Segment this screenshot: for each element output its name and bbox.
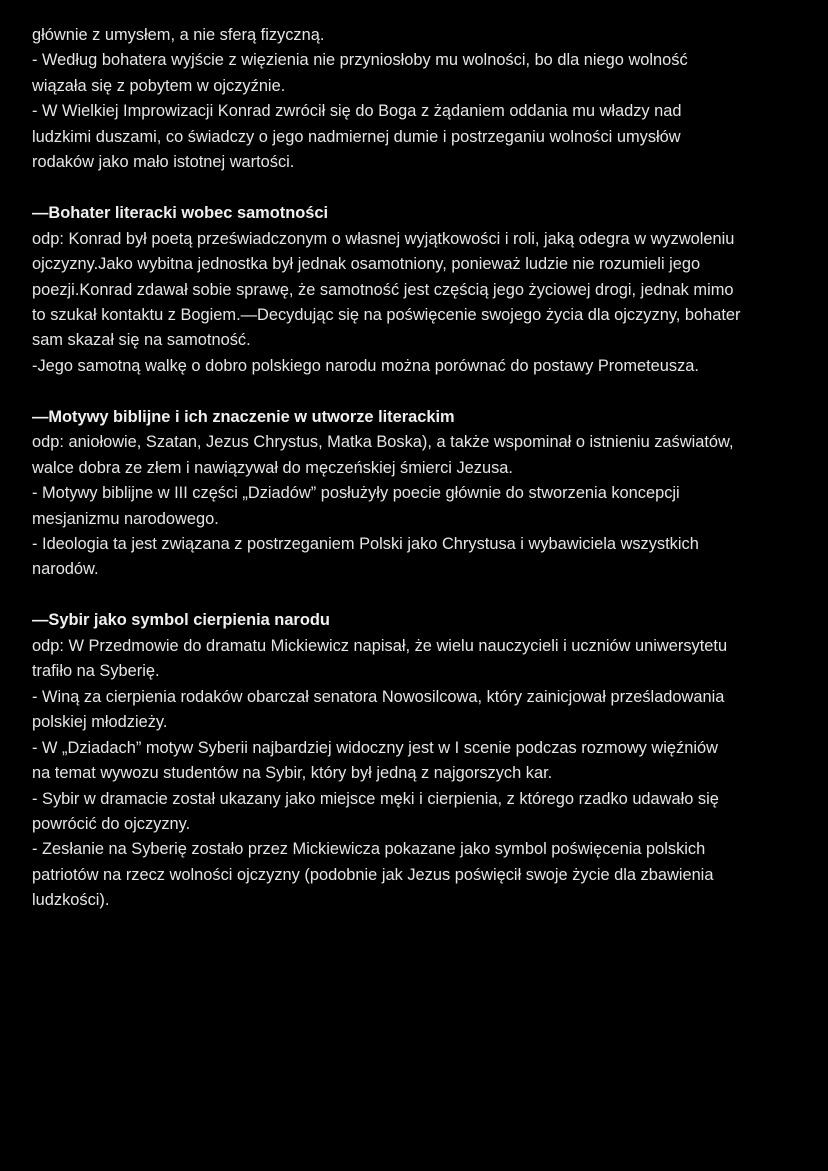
- text-line: - Sybir w dramacie został ukazany jako miejsce męki i cierpienia, z którego rzadko udawało się: [32, 789, 719, 808]
- text-line: - Motywy biblijne w III części „Dziadów” posłużyły poecie głównie do stworzenia koncepcji: [32, 484, 680, 503]
- text-line: ojczyzny.Jako wybitna jednostka był jednak osamotniony, ponieważ ludzie nie rozumieli jego: [32, 255, 701, 274]
- text-line: - Według bohatera wyjście z więzienia nie przyniosłoby mu wolności, bo dla niego wolność: [32, 51, 688, 70]
- text-line: ludzkimi duszami, co świadczy o jego nadmiernej dumie i postrzeganiu wolności umysłów: [32, 127, 681, 146]
- text-line: - Ideologia ta jest związana z postrzeganiem Polski jako Chrystusa i wybawiciela wszystkich: [32, 535, 699, 554]
- text-line: patriotów na rzecz wolności ojczyzny (podobnie jak Jezus poświęcił swoje życie dla zbawienia: [32, 865, 714, 884]
- text-line: - W „Dziadach” motyw Syberii najbardziej widoczny jest w I scenie podczas rozmowy więźniów: [32, 738, 718, 757]
- intro-block: [32, 23, 822, 176]
- section-heading: —Motywy biblijne i ich znaczenie w utworze literackim: [32, 407, 455, 426]
- text-line: głównie z umysłem, a nie sferą fizyczną.: [32, 26, 325, 44]
- section-siberia: [32, 608, 822, 913]
- section-heading: —Sybir jako symbol cierpienia narodu: [32, 611, 330, 630]
- section-loneliness: [32, 201, 822, 379]
- text-line: rodaków jako mało istotnej wartości.: [32, 153, 295, 172]
- text-line: walce dobra ze złem i nawiązywał do męczeńskiej śmierci Jezusa.: [32, 458, 513, 477]
- text-line: - Zesłanie na Syberię zostało przez Mickiewicza pokazane jako symbol poświęcenia polskich: [32, 840, 706, 859]
- document-body: [32, 23, 822, 914]
- text-line: sam skazał się na samotność.: [32, 331, 251, 350]
- spacer: [32, 379, 822, 404]
- text-line: -Jego samotną walkę o dobro polskiego narodu można porównać do postawy Prometeusza.: [32, 356, 699, 375]
- spacer: [32, 583, 822, 608]
- text-line: odp: Konrad był poetą przeświadczonym o własnej wyjątkowości i roli, jaką odegra w wyzwoleniu: [32, 229, 735, 248]
- text-line: mesjanizmu narodowego.: [32, 509, 219, 528]
- text-line: ludzkości).: [32, 891, 110, 910]
- text-line: odp: W Przedmowie do dramatu Mickiewicz napisał, że wielu nauczycieli i uczniów uniwersytetu: [32, 636, 728, 655]
- text-line: - Winą za cierpienia rodaków obarczał senatora Nowosilcowa, który zainicjował prześladowania: [32, 687, 725, 706]
- text-line: odp: aniołowie, Szatan, Jezus Chrystus, Matka Boska), a także wspominał o istnieniu zaświatów,: [32, 433, 734, 452]
- text-line: - W Wielkiej Improwizacji Konrad zwrócił się do Boga z żądaniem oddania mu władzy nad: [32, 102, 682, 121]
- section-heading: —Bohater literacki wobec samotności: [32, 204, 329, 223]
- text-line: trafiło na Syberię.: [32, 662, 160, 681]
- text-line: wiązała się z pobytem w ojczyźnie.: [32, 76, 286, 95]
- text-line: na temat wywozu studentów na Sybir, który był jedną z najgorszych kar.: [32, 764, 553, 783]
- text-line: polskiej młodzieży.: [32, 713, 168, 732]
- text-line: powrócić do ojczyzny.: [32, 815, 191, 833]
- spacer: [32, 176, 822, 201]
- text-line: narodów.: [32, 560, 99, 579]
- section-biblical-motifs: [32, 405, 822, 583]
- text-line: to szukał kontaktu z Bogiem.—Decydując się na poświęcenie swojego życia dla ojczyzny, bohater: [32, 305, 741, 324]
- text-line: poezji.Konrad zdawał sobie sprawę, że samotność jest częścią jego życiowej drogi, jednak mimo: [32, 280, 734, 299]
